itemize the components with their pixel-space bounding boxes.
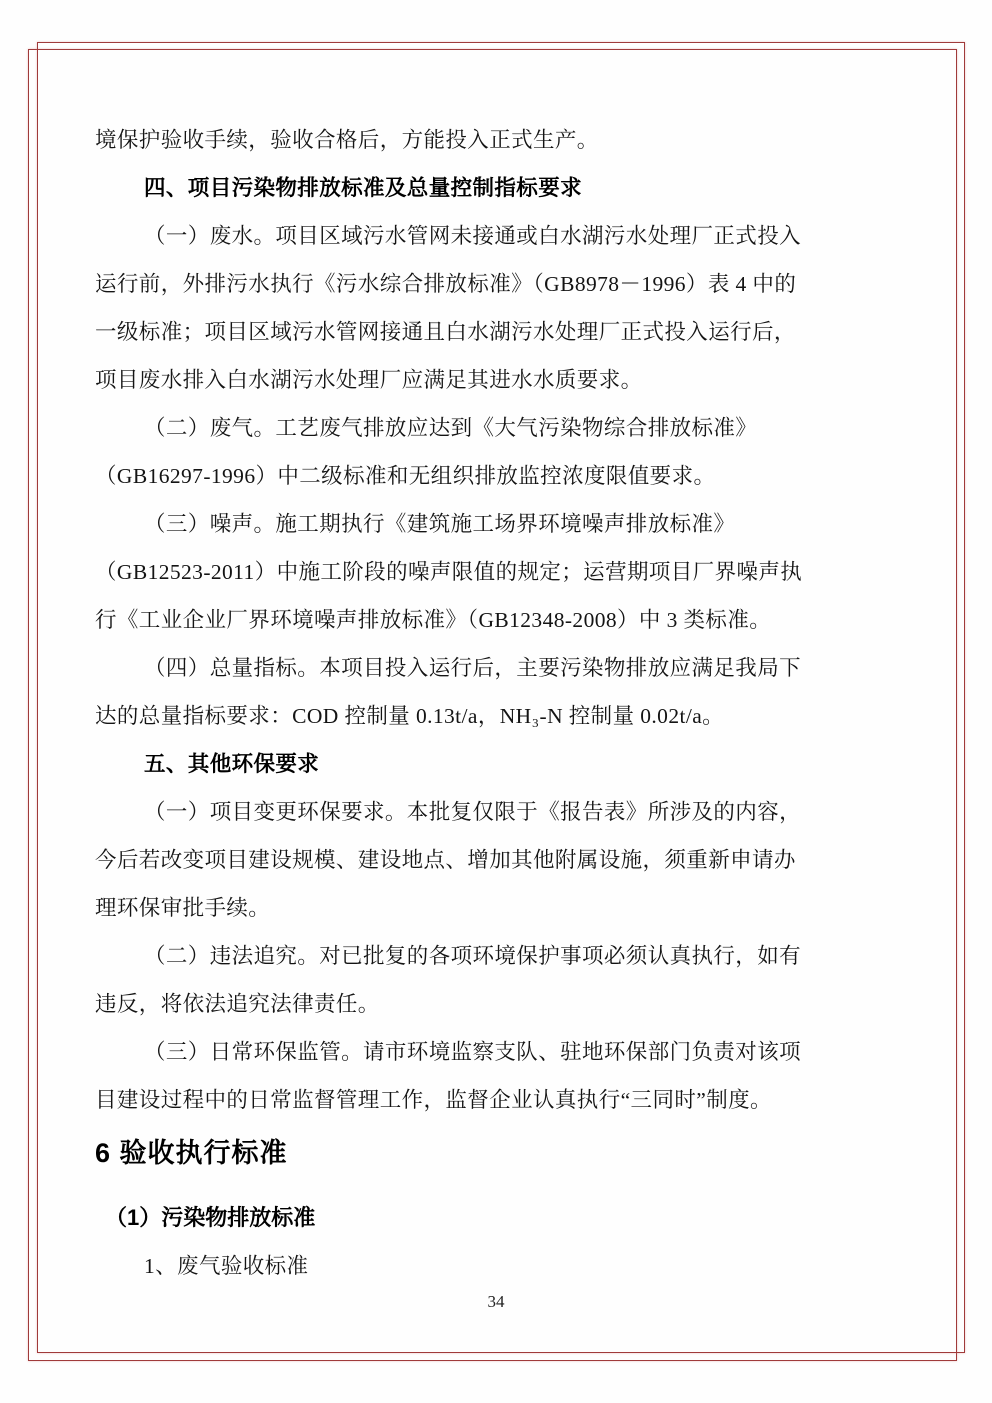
- document-body: [95, 116, 907, 1290]
- para-supervision-line-2: 目建设过程中的日常监督管理工作，监督企业认真执行“三同时”制度。: [95, 1088, 772, 1112]
- para-supervision-line-1: （三）日常环保监管。请市环境监察支队、驻地环保部门负责对该项: [144, 1040, 802, 1064]
- item-gas-acceptance-standard: 1、废气验收标准: [144, 1254, 309, 1278]
- para-project-change-line-2: 今后若改变项目建设规模、建设地点、增加其他附属设施，须重新申请办: [95, 848, 796, 872]
- para-noise-line-3: 行《工业企业厂界环境噪声排放标准》（GB12348-2008）中 3 类标准。: [95, 608, 772, 632]
- para-project-change-line-3: 理环保审批手续。: [95, 896, 271, 920]
- para-total-quota-line-2: 达的总量指标要求：COD 控制量 0.13t/a，NH₃-N 控制量 0.02t/a。: [95, 704, 725, 728]
- page-number: 34: [487, 1292, 505, 1311]
- para-wastewater-line-1: （一）废水。项目区域污水管网未接通或白水湖污水处理厂正式投入: [144, 224, 802, 248]
- para-waste-gas-line-2: （GB16297-1996）中二级标准和无组织排放监控浓度限值要求。: [95, 464, 716, 488]
- para-wastewater-line-4: 项目废水排入白水湖污水处理厂应满足其进水水质要求。: [95, 368, 643, 392]
- heading-chapter6: 6 验收执行标准: [95, 1138, 288, 1168]
- heading-section5: 五、其他环保要求: [144, 752, 320, 776]
- para-continuation-line-1: 境保护验收手续，验收合格后，方能投入正式生产。: [95, 128, 599, 152]
- heading-section4: 四、项目污染物排放标准及总量控制指标要求: [144, 176, 583, 200]
- para-noise-line-1: （三）噪声。施工期执行《建筑施工场界环境噪声排放标准》: [144, 512, 736, 536]
- heading-sub-pollutant-standard: （1）污染物排放标准: [105, 1205, 316, 1230]
- para-wastewater-line-2: 运行前，外排污水执行《污水综合排放标准》（GB8978－1996）表 4 中的: [95, 272, 797, 296]
- para-waste-gas-line-1: （二）废气。工艺废气排放应达到《大气污染物综合排放标准》: [144, 416, 758, 440]
- para-noise-line-2: （GB12523-2011）中施工阶段的噪声限值的规定；运营期项目厂界噪声执: [95, 560, 803, 584]
- para-project-change-line-1: （一）项目变更环保要求。本批复仅限于《报告表》所涉及的内容，: [144, 800, 802, 824]
- para-illegal-line-1: （二）违法追究。对已批复的各项环境保护事项必须认真执行，如有: [144, 944, 802, 968]
- para-total-quota-line-1: （四）总量指标。本项目投入运行后，主要污染物排放应满足我局下: [144, 656, 802, 680]
- para-wastewater-line-3: 一级标准；项目区域污水管网接通且白水湖污水处理厂正式投入运行后，: [95, 320, 796, 344]
- para-illegal-line-2: 违反，将依法追究法律责任。: [95, 992, 380, 1016]
